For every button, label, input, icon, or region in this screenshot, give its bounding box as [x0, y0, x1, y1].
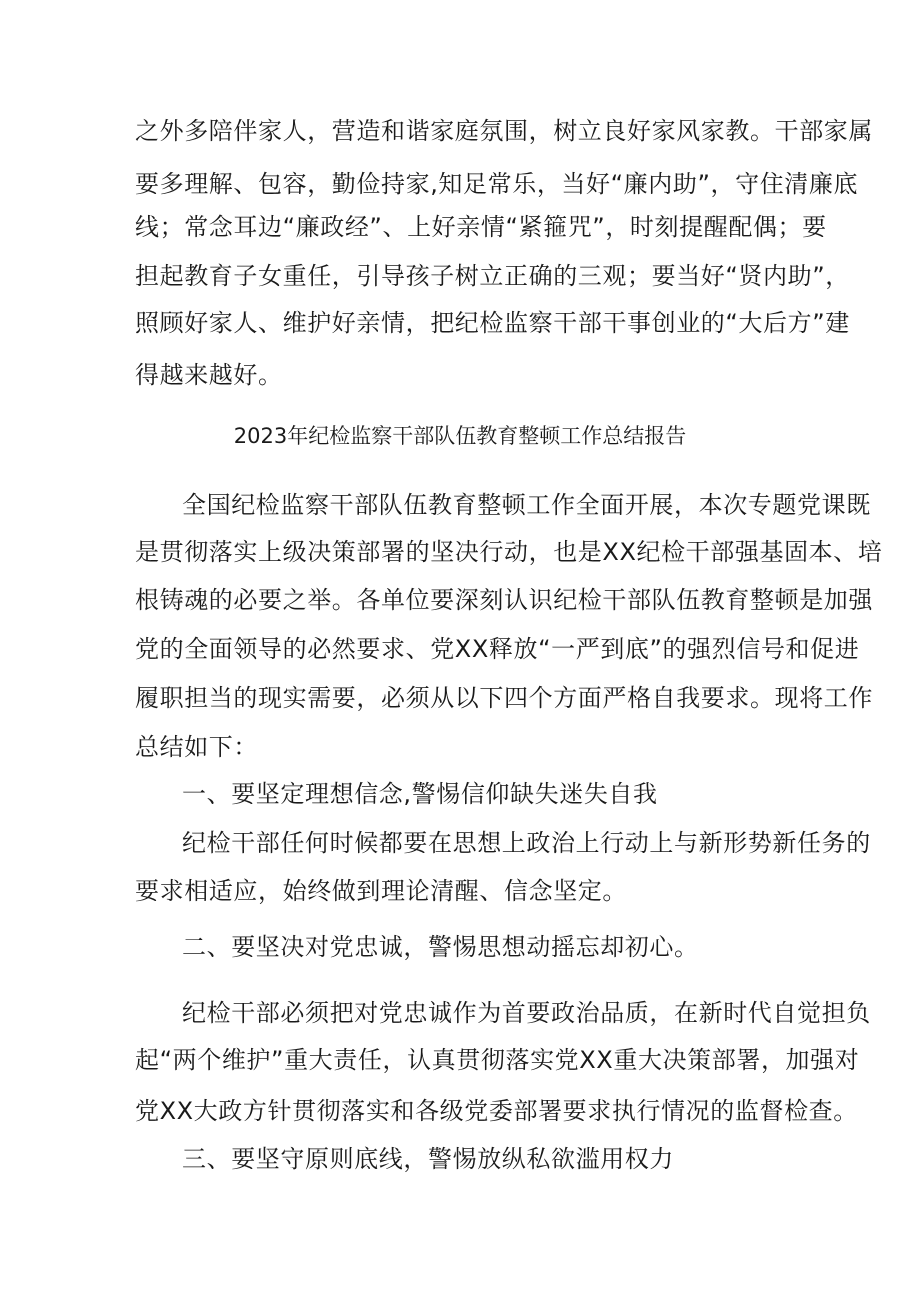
- paragraph-line: 履职担当的现实需要，必须从以下四个方面严格自我要求。现将工作: [135, 684, 873, 712]
- section-heading: 三、要坚守原则底线，警惕放纵私欲滥用权力: [182, 1145, 674, 1173]
- paragraph-line: 党XX大政方针贯彻落实和各级党委部署要求执行情况的监督检查。: [135, 1097, 858, 1125]
- paragraph-line: 全国纪检监察干部队伍教育整顿工作全面开展，本次专题党课既: [182, 491, 871, 519]
- paragraph-line: 根铸魂的必要之举。各单位要深刻认识纪检干部队伍教育整顿是加强: [135, 586, 873, 614]
- section-heading: 二、要坚决对党忠诚，警惕思想动摇忘却初心。: [182, 933, 699, 961]
- paragraph-line: 照顾好家人、维护好亲情，把纪检监察干部干事创业的“大后方”建: [135, 309, 850, 337]
- section-heading: 一、要坚定理想信念,警惕信仰缺失迷失自我: [182, 780, 658, 808]
- paragraph-line: 纪检干部任何时候都要在思想上政治上行动上与新形势新任务的: [182, 829, 871, 857]
- paragraph-line: 党的全面领导的必然要求、党XX释放“一严到底”的强烈信号和促进: [135, 635, 860, 663]
- paragraph-line: 要多理解、包容，勤俭持家,知足常乐，当好“廉内助”，守住清廉底: [135, 170, 859, 198]
- paragraph-line: 之外多陪伴家人，营造和谐家庭氛围，树立良好家风家教。干部家属: [135, 117, 873, 145]
- paragraph-line: 线；常念耳边“廉政经”、上好亲情“紧箍咒”，时刻提醒配偶；要: [135, 213, 827, 241]
- paragraph-line: 得越来越好。: [135, 361, 283, 389]
- paragraph-line: 是贯彻落实上级决策部署的坚决行动，也是XX纪检干部强基固本、培: [135, 538, 883, 566]
- paragraph-line: 总结如下：: [135, 733, 258, 761]
- paragraph-line: 要求相适应，始终做到理论清醒、信念坚定。: [135, 877, 627, 905]
- paragraph-line: 担起教育子女重任，引导孩子树立正确的三观；要当好“贤内助”，: [135, 262, 850, 290]
- document-title: 2023年纪检监察干部队伍教育整顿工作总结报告: [233, 424, 687, 448]
- paragraph-line: 起“两个维护”重大责任，认真贯彻落实党XX重大决策部署，加强对: [135, 1046, 860, 1074]
- paragraph-line: 纪检干部必须把对党忠诚作为首要政治品质，在新时代自觉担负: [182, 999, 871, 1027]
